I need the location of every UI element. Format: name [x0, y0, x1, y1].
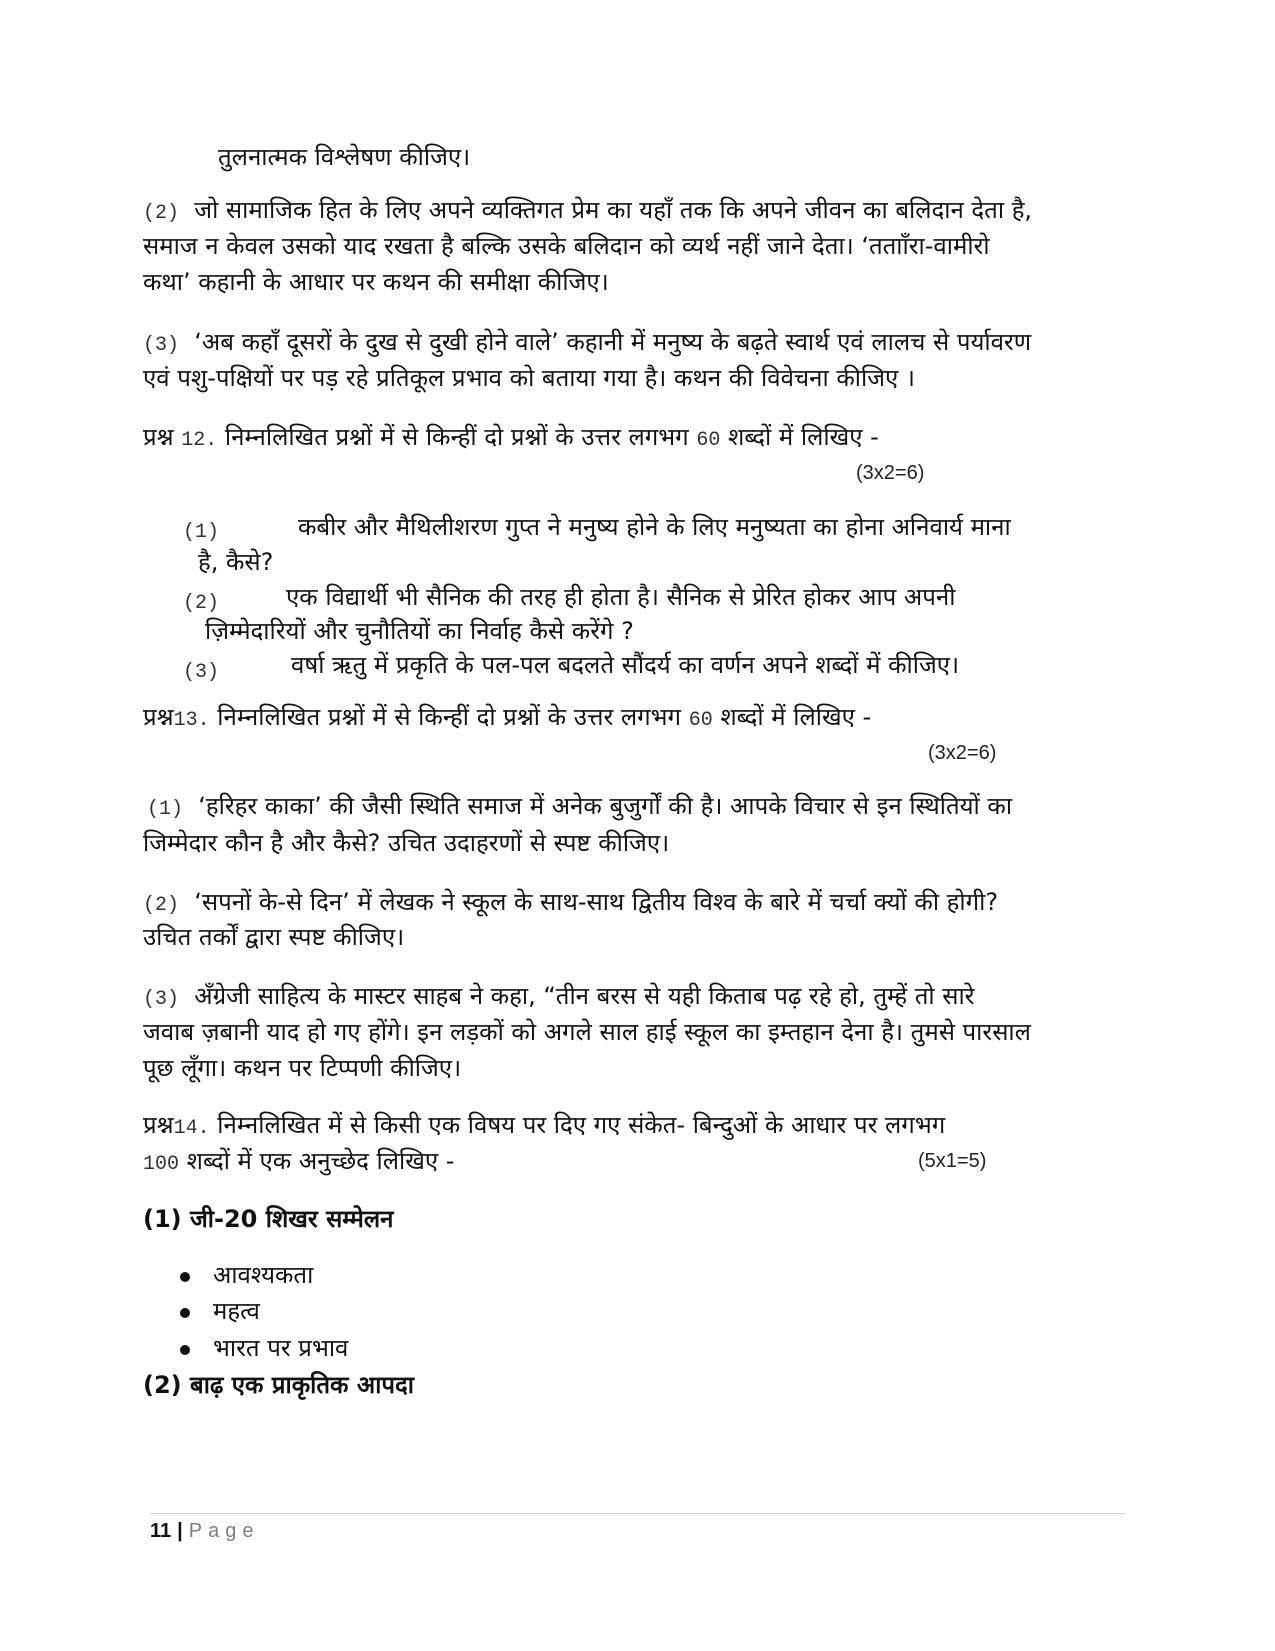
bullet-icon — [180, 1345, 190, 1355]
q14-bullet-2: महत्व — [213, 1297, 260, 1325]
q14-topic-2: (2) बाढ़ एक प्राकृतिक आपदा — [143, 1371, 414, 1399]
bullet-icon — [180, 1272, 190, 1282]
bullet-icon — [180, 1308, 190, 1318]
page-word: Page — [188, 1520, 260, 1542]
q12-item-1-line1: (1) — [183, 521, 220, 544]
q13-heading: प्रश्न13. निम्नलिखित प्रश्नों में से किन्हीं दो प्रश्नों के उत्तर लगभग 60 शब्दों में लिखिए - — [143, 703, 872, 732]
q12-heading: प्रश्न 12. निम्नलिखित प्रश्नों में से किन्हीं दो प्रश्नों के उत्तर लगभग 60 शब्दों में लिखिए - — [143, 423, 879, 452]
q13-item-1-line1: (1) ‘हरिहर काका’ की जैसी स्थिति समाज में अनेक बुजुर्गों की है। आपके विचार से इन स्थितियों का — [147, 792, 1013, 821]
q12-marks: (3x2=6) — [856, 462, 925, 484]
q12-item-3-text: वर्षा ऋतु में प्रकृति के पल-पल बदलते सौंदर्य का वर्णन अपने शब्दों में कीजिए। — [291, 651, 960, 679]
page-number: 11 — [150, 1520, 172, 1542]
q11-item-2-number: (2) — [143, 202, 180, 225]
q14-heading: प्रश्न14. निम्नलिखित में से किसी एक विषय पर दिए गए संकेत- बिन्दुओं के आधार पर लगभग — [143, 1111, 946, 1140]
q11-item-2-line3: कथा’ कहानी के आधार पर कथन की समीक्षा कीजिए। — [143, 268, 609, 296]
q11-tail: तुलनात्मक विश्लेषण कीजिए। — [218, 143, 471, 171]
q14-heading-line2: 100 शब्दों में एक अनुच्छेद लिखिए - — [143, 1147, 455, 1176]
q11-item-3-number: (3) — [143, 334, 180, 357]
q11-item-2-line1: (2) जो सामाजिक हित के लिए अपने व्यक्तिगत प्रेम का यहाँ तक कि अपने जीवन का बलिदान देता है, — [143, 196, 1033, 225]
q12-item-2-number: (2) — [183, 592, 220, 615]
q12-item-3-number: (3) — [183, 661, 220, 684]
q12-item-2-line2: ज़िम्मेदारियों और चुनौतियों का निर्वाह कैसे करेंगे ? — [205, 617, 634, 645]
q11-item-3-line1: (3) ‘अब कहाँ दूसरों के दुख से दुखी होने वाले’ कहानी में मनुष्य के बढ़ते स्वार्थ एवं लालच से पर्यावरण — [143, 328, 1032, 357]
q13-item-3-line3: पूछ लूँगा। कथन पर टिप्पणी कीजिए। — [143, 1054, 462, 1082]
q12-item-1-text: कबीर और मैथिलीशरण गुप्त ने मनुष्य होने के लिए मनुष्यता का होना अनिवार्य माना — [298, 513, 1011, 541]
q13-marks: (3x2=6) — [928, 742, 997, 764]
q14-topic-1: (1) जी-20 शिखर सम्मेलन — [143, 1205, 394, 1233]
q13-item-3-line2: जवाब ज़बानी याद हो गए होंगे। इन लड़कों को अगले साल हाई स्कूल का इम्तहान देना है। तुमसे पारसाल — [143, 1018, 1031, 1046]
q13-item-3-line1: (3) अँग्रेजी साहित्य के मास्टर साहब ने कहा, “तीन बरस से यही किताब पढ़ रहे हो, तुम्हें तो सारे — [143, 982, 975, 1011]
q11-item-2-line2: समाज न केवल उसको याद रखता है बल्कि उसके बलिदान को व्यर्थ नहीं जाने देता। ‘ततााँरा-वामीरो — [143, 232, 990, 260]
q14-bullet-3: भारत पर प्रभाव — [213, 1334, 349, 1362]
q12-item-1-line2: है, कैसे? — [198, 548, 274, 576]
q13-item-2-line1: (2) ‘सपनों के-से दिन’ में लेखक ने स्कूल के साथ-साथ द्वितीय विश्व के बारे में चर्चा क्यों की होगी? — [143, 888, 999, 917]
q13-item-1-line2: जिम्मेदार कौन है और कैसे? उचित उदाहरणों से स्पष्ट कीजिए। — [143, 829, 670, 857]
footer-divider — [150, 1513, 1125, 1514]
q13-item-2-line2: उचित तर्कों द्वारा स्पष्ट कीजिए। — [143, 923, 405, 951]
q11-item-3-line2: एवं पशु-पक्षियों पर पड़ रहे प्रतिकूल प्रभाव को बताया गया है। कथन की विवेचना कीजिए । — [143, 364, 916, 392]
q12-item-2-text: एक विद्यार्थी भी सैनिक की तरह ही होता है। सैनिक से प्रेरित होकर आप अपनी — [286, 583, 956, 611]
q14-marks: (5x1=5) — [918, 1150, 987, 1172]
page-footer: 11 | Page — [150, 1520, 260, 1542]
q14-bullet-1: आवश्यकता — [213, 1261, 314, 1289]
